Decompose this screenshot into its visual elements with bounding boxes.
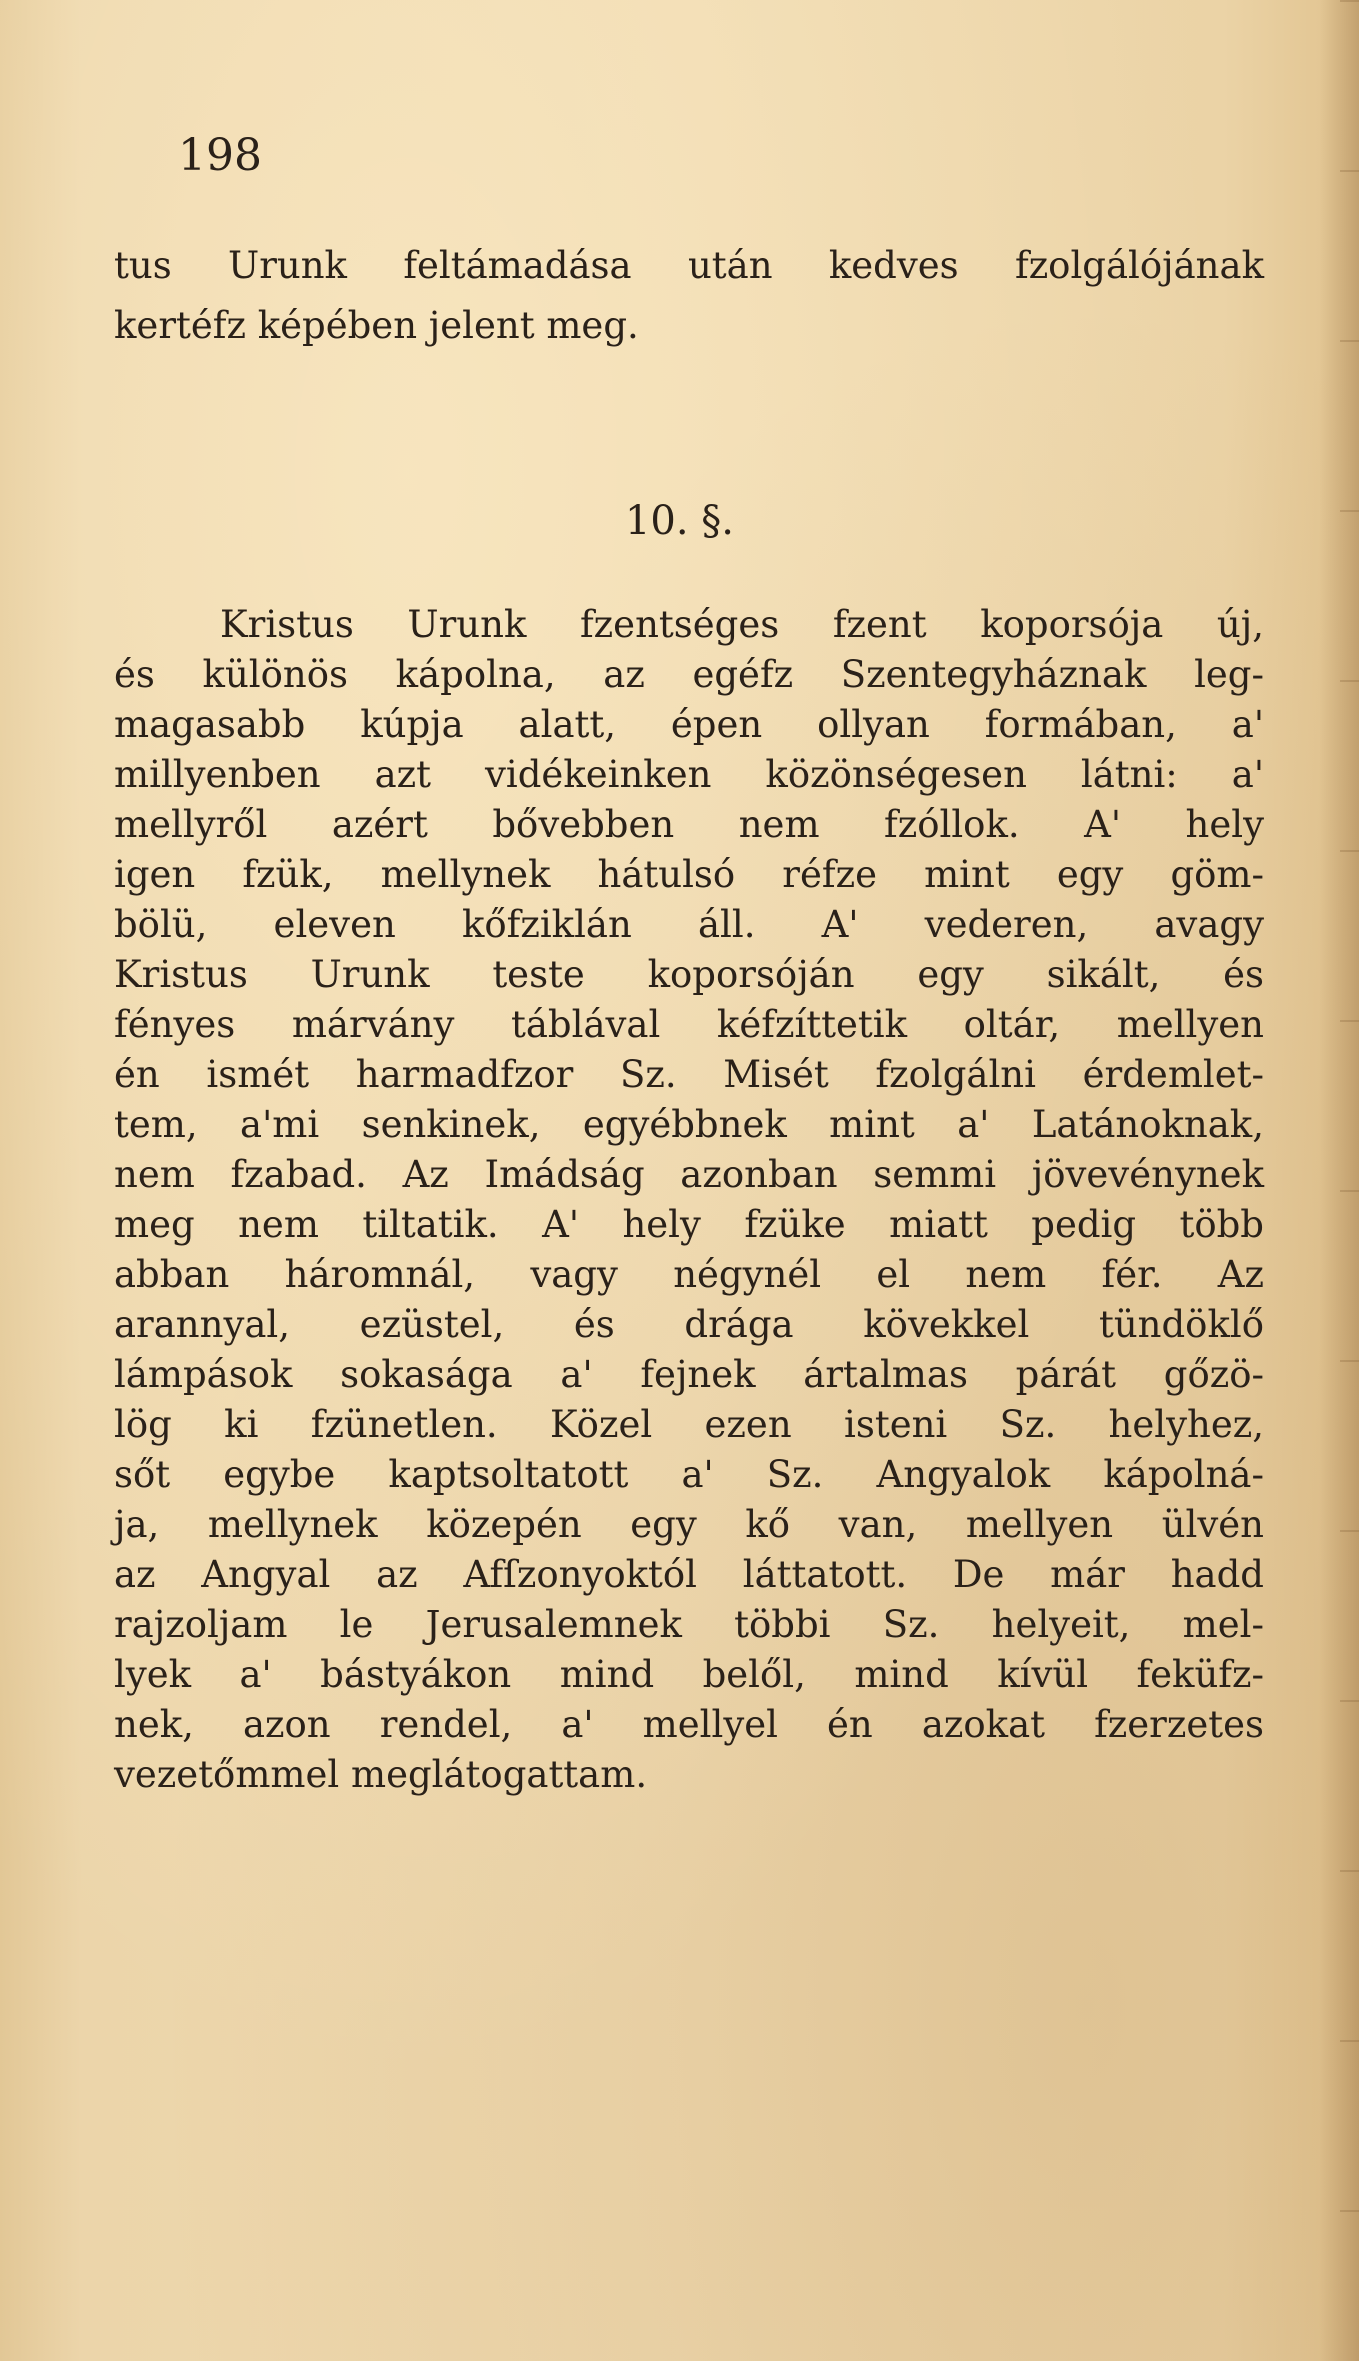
opening-line: kertéfz képében jelent meg.: [114, 304, 639, 347]
paragraph-line: rajzoljam le Jerusalemnek többi Sz. helyeit, mel-: [114, 1603, 1264, 1646]
paragraph-line: ja, mellynek közepén egy kő van, mellyen ülvén: [114, 1503, 1264, 1546]
opening-line: tus Urunk feltámadása után kedves fzolgálójának: [114, 244, 1264, 287]
paragraph-line: abban háromnál, vagy négynél el nem fér. Az: [114, 1253, 1264, 1296]
paragraph-line: mellyről azért bővebben nem fzóllok. A' hely: [114, 803, 1264, 846]
paragraph: [114, 600, 1264, 1800]
paragraph-line: vezetőmmel meglátogattam.: [114, 1753, 648, 1796]
paragraph-line: fényes márvány táblával kéfzíttetik oltár, mellyen: [114, 1003, 1264, 1046]
paragraph-line: tem, a'mi senkinek, egyébbnek mint a' Latánoknak,: [114, 1103, 1264, 1146]
paragraph-line: és különös kápolna, az egéfz Szentegyháznak leg-: [114, 653, 1264, 696]
paragraph-line: arannyal, ezüstel, és drága kövekkel tündöklő: [114, 1303, 1264, 1346]
paragraph-line: nem fzabad. Az Imádság azonban semmi jövevénynek: [114, 1153, 1264, 1196]
paragraph-line: meg nem tiltatik. A' hely fzüke miatt pedig több: [114, 1203, 1264, 1246]
page-edge-marks: [1340, 0, 1359, 2361]
paragraph-line: nek, azon rendel, a' mellyel én azokat fzerzetes: [114, 1703, 1264, 1746]
paragraph-line: igen fzük, mellynek hátulsó réfze mint egy göm-: [114, 853, 1264, 896]
section-heading: 10. §.: [624, 498, 735, 544]
paragraph-line: lög ki fzünetlen. Közel ezen isteni Sz. helyhez,: [114, 1403, 1264, 1446]
page-number: 198: [178, 130, 262, 181]
paragraph-line: millyenben azt vidékeinken közönségesen látni: a': [114, 753, 1264, 796]
paragraph-line: Kristus Urunk fzentséges fzent koporsója új,: [220, 603, 1264, 646]
paragraph-line: én ismét harmadfzor Sz. Misét fzolgálni érdemlet-: [114, 1053, 1264, 1096]
paragraph-line: Kristus Urunk teste koporsóján egy sikált, és: [114, 953, 1264, 996]
paragraph-line: az Angyal az Afſzonyoktól láttatott. De már hadd: [114, 1553, 1264, 1596]
paragraph-line: lyek a' bástyákon mind belől, mind kívül feküfz-: [114, 1653, 1264, 1696]
paragraph-line: magasabb kúpja alatt, épen ollyan formában, a': [114, 703, 1264, 746]
paragraph-line: lámpások sokasága a' fejnek ártalmas párát gőzö-: [114, 1353, 1264, 1396]
paragraph-line: bölü, eleven kőfziklán áll. A' vederen, avagy: [114, 903, 1264, 946]
paragraph-line: sőt egybe kaptsoltatott a' Sz. Angyalok kápolná-: [114, 1453, 1264, 1496]
